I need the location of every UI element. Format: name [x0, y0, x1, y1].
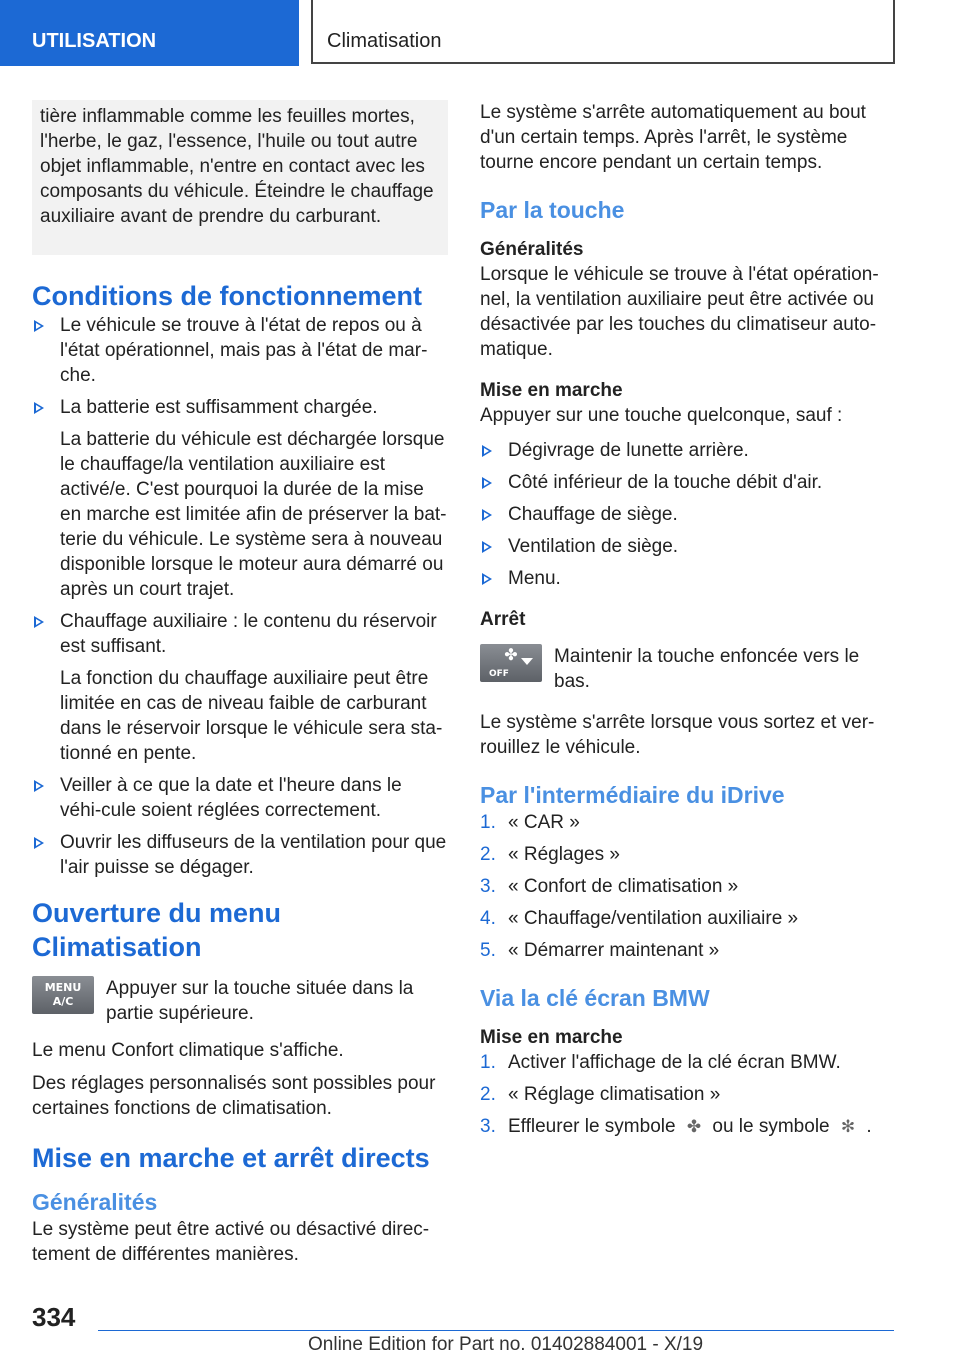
menu-ac-button-icon	[32, 976, 94, 1014]
triangle-bullet-icon	[482, 541, 492, 553]
general-subheading: Généralités	[32, 1189, 158, 1215]
conditions-heading: Conditions de fonctionnement	[32, 281, 422, 311]
idrive-heading: Par l'intermédiaire du iDrive	[480, 782, 785, 808]
arrow-down-icon	[521, 658, 533, 665]
fan-off-button-icon	[480, 644, 542, 682]
direct-heading: Mise en marche et arrêt directs	[32, 1143, 430, 1173]
triangle-bullet-icon	[482, 477, 492, 489]
start-label: Mise en marche	[480, 380, 623, 401]
general-label: Généralités	[480, 239, 584, 260]
list-item	[480, 566, 892, 591]
triangle-bullet-icon	[482, 509, 492, 521]
list-item-text: Dégivrage de lunette arrière.	[508, 440, 749, 461]
list-item-note: La batterie du véhicule est déchargée lorsque le chauffage/la ventilation auxiliaire est activé/e. C'est pourquoi la durée de la mise en marche est limitée afin de préserver la bat-terie du véhicule. Le système sera à nouveau disponible lorsque le moteur aura démarré ou après un court trajet.	[60, 429, 447, 600]
stop-label: Arrêt	[480, 609, 526, 630]
step-item	[480, 810, 892, 835]
step-number: 3.	[480, 1116, 496, 1137]
list-item	[480, 534, 892, 559]
menu-heading: Ouverture du menu Climatisation	[32, 898, 282, 962]
key-start-label: Mise en marche	[480, 1027, 623, 1048]
step-text-before: Effleurer le symbole	[508, 1116, 676, 1137]
step-number: 2.	[480, 1084, 496, 1105]
step-text: « CAR »	[508, 812, 580, 833]
step-item	[480, 938, 892, 963]
exceptions-list	[480, 438, 892, 591]
step-number: 1.	[480, 812, 496, 833]
off-label: OFF	[489, 669, 509, 679]
fan-outline-icon: ✤	[686, 1117, 702, 1137]
menu-paragraph-1: Le menu Confort climatique s'affiche.	[32, 1040, 344, 1061]
page-number: 334	[32, 1302, 76, 1332]
left-column	[32, 100, 448, 1267]
list-item-text: Chauffage auxiliaire : le contenu du réservoir est suffisant.	[60, 611, 437, 657]
step-item	[480, 842, 892, 867]
list-item	[480, 470, 892, 495]
step-text: « Réglage climatisation »	[508, 1084, 721, 1105]
step-item	[480, 1114, 892, 1140]
step-item	[480, 874, 892, 899]
intro-text: Le système s'arrête automatiquement au bout d'un certain temps. Après l'arrêt, le système tourne encore pendant un certain temps.	[480, 102, 866, 173]
stop-text: Le système s'arrête lorsque vous sortez et ver-rouillez le véhicule.	[480, 712, 875, 758]
list-item-text: Ouvrir les diffuseurs de la ventilation pour que l'air puisse se dégager.	[60, 832, 447, 878]
list-item-text: Ventilation de siège.	[508, 536, 679, 557]
menu-instruction	[32, 976, 448, 1026]
general-text-right: Lorsque le véhicule se trouve à l'état opération-nel, la ventilation auxiliaire peut être activée ou désactivée par les touches du climatiseur auto-matique.	[480, 264, 879, 360]
step-text-after: .	[866, 1116, 872, 1137]
triangle-bullet-icon	[34, 780, 44, 792]
menu-icon-line1: MENU	[44, 981, 82, 994]
triangle-bullet-icon	[482, 445, 492, 457]
step-text: « Chauffage/ventilation auxiliaire »	[508, 908, 799, 929]
step-number: 3.	[480, 876, 496, 897]
step-item	[480, 906, 892, 931]
list-item-text: Côté inférieur de la touche débit d'air.	[508, 472, 823, 493]
list-item-note: La fonction du chauffage auxiliaire peut être limitée en cas de niveau faible de carburant dans le réservoir lorsque le véhicule sera sta-tionné en pente.	[60, 668, 443, 764]
page-header	[0, 0, 960, 66]
footer-divider	[98, 1330, 894, 1331]
fan-icon: ✤	[504, 645, 518, 664]
list-item-text: Veiller à ce que la date et l'heure dans le véhi-cule soient réglées correctement.	[60, 775, 402, 821]
triangle-bullet-icon	[482, 573, 492, 585]
step-number: 1.	[480, 1052, 496, 1073]
conditions-list	[32, 313, 448, 880]
list-item	[32, 609, 448, 766]
key-heading: Via la clé écran BMW	[480, 985, 710, 1011]
button-heading: Par la touche	[480, 197, 625, 223]
right-column	[480, 100, 892, 1147]
triangle-bullet-icon	[34, 837, 44, 849]
section-tab[interactable]: UTILISATION	[0, 0, 299, 66]
triangle-bullet-icon	[34, 320, 44, 332]
list-item-text: Chauffage de siège.	[508, 504, 678, 525]
step-item	[480, 1050, 892, 1075]
fan-filled-icon: ✻	[840, 1117, 856, 1137]
list-item	[32, 395, 448, 602]
list-item-text: Le véhicule se trouve à l'état de repos ou à l'état opérationnel, mais pas à l'état de mar-che.	[60, 315, 428, 386]
chapter-title: Climatisation	[311, 0, 895, 64]
list-item	[32, 773, 448, 823]
triangle-bullet-icon	[34, 616, 44, 628]
step-item	[480, 1082, 892, 1107]
stop-instruction	[480, 644, 892, 694]
step-text: « Réglages »	[508, 844, 620, 865]
key-steps	[480, 1050, 892, 1140]
step-number: 2.	[480, 844, 496, 865]
list-item	[32, 830, 448, 880]
stop-instruction-text: Maintenir la touche enfoncée vers le bas.	[554, 646, 860, 692]
menu-instruction-text: Appuyer sur la touche située dans la partie supérieure.	[106, 978, 414, 1024]
warning-box	[32, 100, 448, 255]
step-text: Activer l'affichage de la clé écran BMW.	[508, 1052, 841, 1073]
list-item	[480, 502, 892, 527]
step-number: 4.	[480, 908, 496, 929]
start-text: Appuyer sur une touche quelconque, sauf :	[480, 405, 843, 426]
step-number: 5.	[480, 940, 496, 961]
step-text-middle: ou le symbole	[712, 1116, 830, 1137]
step-text: « Démarrer maintenant »	[508, 940, 720, 961]
menu-icon-line2: A/C	[52, 995, 74, 1008]
list-item	[480, 438, 892, 463]
menu-paragraph-2: Des réglages personnalisés sont possibles pour certaines fonctions de climatisation.	[32, 1073, 436, 1119]
step-text: « Confort de climatisation »	[508, 876, 739, 897]
list-item	[32, 313, 448, 388]
general-text: Le système peut être activé ou désactivé direc-tement de différentes manières.	[32, 1219, 430, 1265]
list-item-text: Menu.	[508, 568, 561, 589]
warning-text: tière inflammable comme les feuilles mortes, l'herbe, le gaz, l'essence, l'huile ou tout autre objet inflammable, n'entre en contact avec les composants du véhicule. Éteindre le chauffage auxiliaire avant de prendre du carburant.	[40, 106, 434, 227]
triangle-bullet-icon	[34, 402, 44, 414]
edition-text: Online Edition for Part no. 01402884001 - X/19	[308, 1334, 704, 1355]
list-item-text: La batterie est suffisamment chargée.	[60, 397, 378, 418]
idrive-steps	[480, 810, 892, 963]
